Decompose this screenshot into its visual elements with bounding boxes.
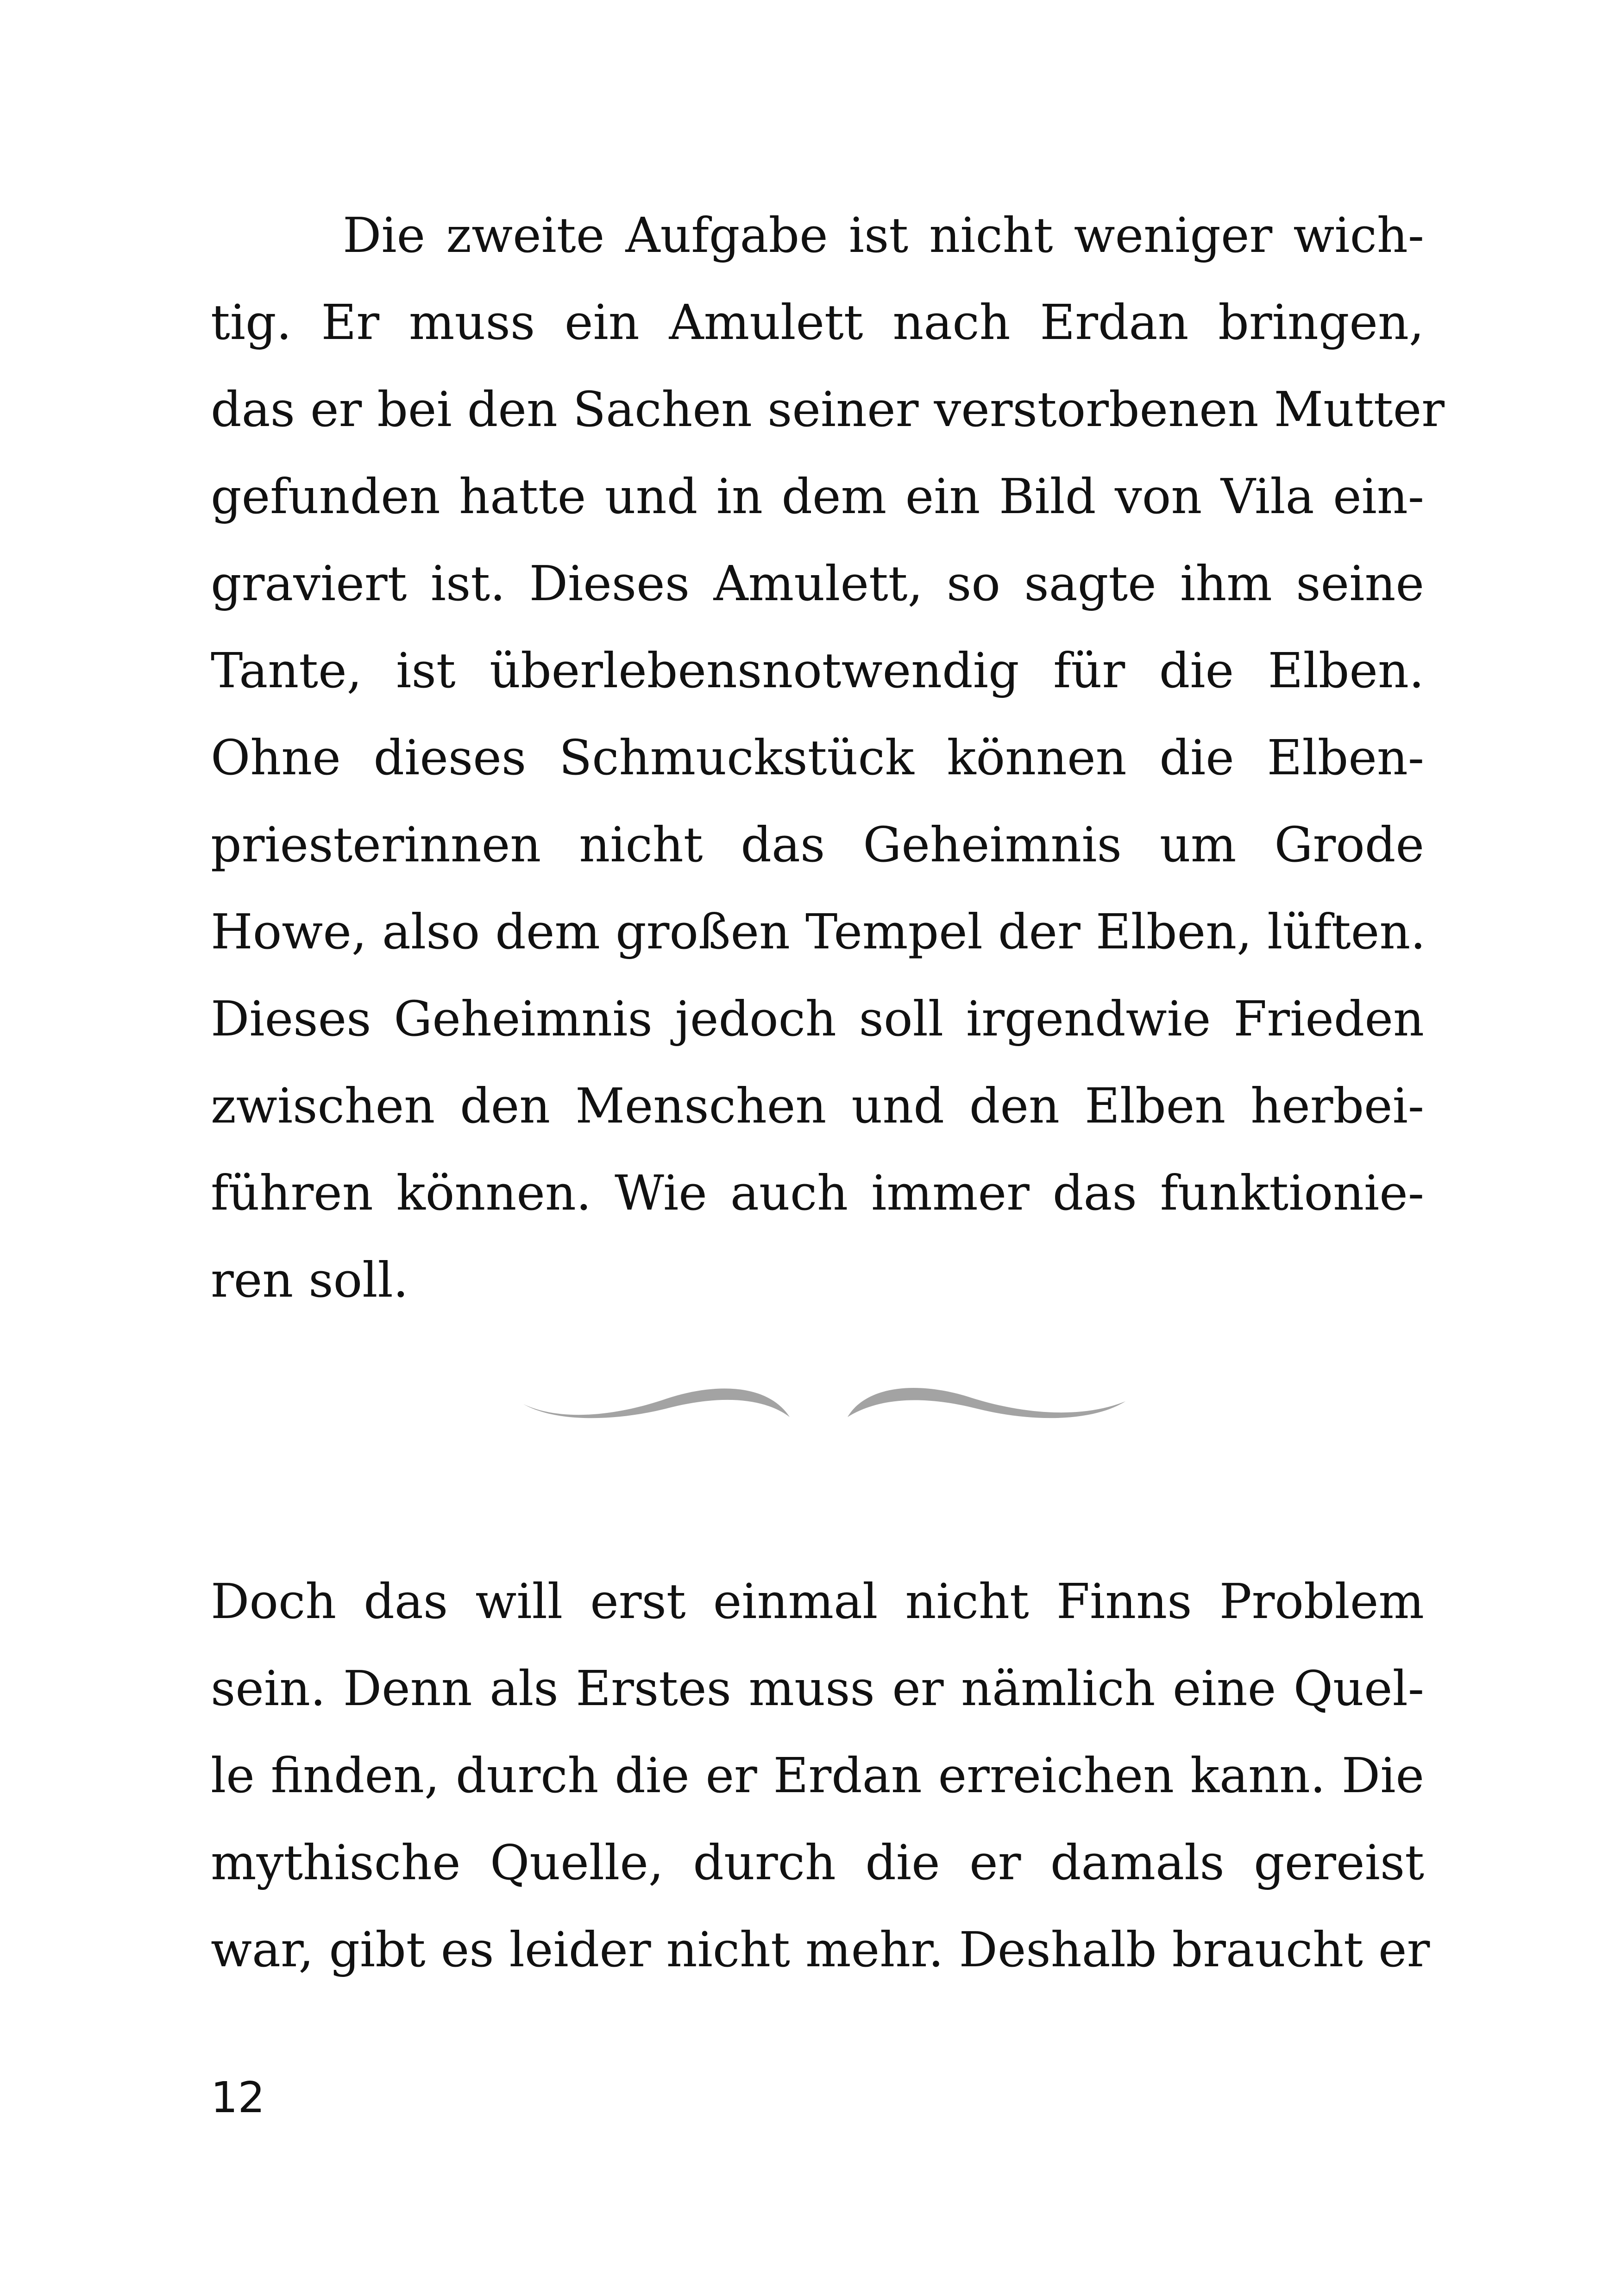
paragraph-1 [211, 192, 1445, 1324]
text-line: mythische Quelle, durch die er damals gereist [211, 1834, 1424, 1891]
paragraph-2 [211, 1558, 1430, 1993]
text-line: gefunden hatte und in dem ein Bild von Vila ein- [211, 468, 1424, 525]
swirl-left-icon [523, 1388, 790, 1418]
section-divider-swirl-icon [509, 1352, 1139, 1445]
text-line: Tante, ist überlebensnotwendig für die Elben. [211, 642, 1424, 699]
text-line: war, gibt es leider nicht mehr. Deshalb braucht er [211, 1921, 1430, 1978]
text-line: Doch das will erst einmal nicht Finns Problem [211, 1573, 1424, 1630]
text-line: Ohne dieses Schmuckstück können die Elben- [211, 729, 1424, 786]
text-line: führen können. Wie auch immer das funktionie- [211, 1165, 1424, 1221]
text-line: sein. Denn als Erstes muss er nämlich eine Quel- [211, 1660, 1424, 1717]
swirl-right-icon [848, 1388, 1125, 1418]
text-line: Howe, also dem großen Tempel der Elben, lüften. [211, 903, 1426, 960]
text-line: das er bei den Sachen seiner verstorbenen Mutter [211, 381, 1445, 438]
text-line: Die zweite Aufgabe ist nicht weniger wich- [343, 207, 1424, 263]
text-line: graviert ist. Dieses Amulett, so sagte ihm seine [211, 555, 1424, 612]
text-line: tig. Er muss ein Amulett nach Erdan bringen, [211, 294, 1424, 351]
page-number: 12 [211, 2073, 265, 2122]
text-line: Dieses Geheimnis jedoch soll irgendwie Frieden [211, 991, 1424, 1047]
text-line: le finden, durch die er Erdan erreichen kann. Die [211, 1747, 1424, 1804]
text-line: ren soll. [211, 1252, 408, 1308]
text-line: zwischen den Menschen und den Elben herbei- [211, 1078, 1424, 1134]
text-line: priesterinnen nicht das Geheimnis um Grode [211, 816, 1424, 873]
